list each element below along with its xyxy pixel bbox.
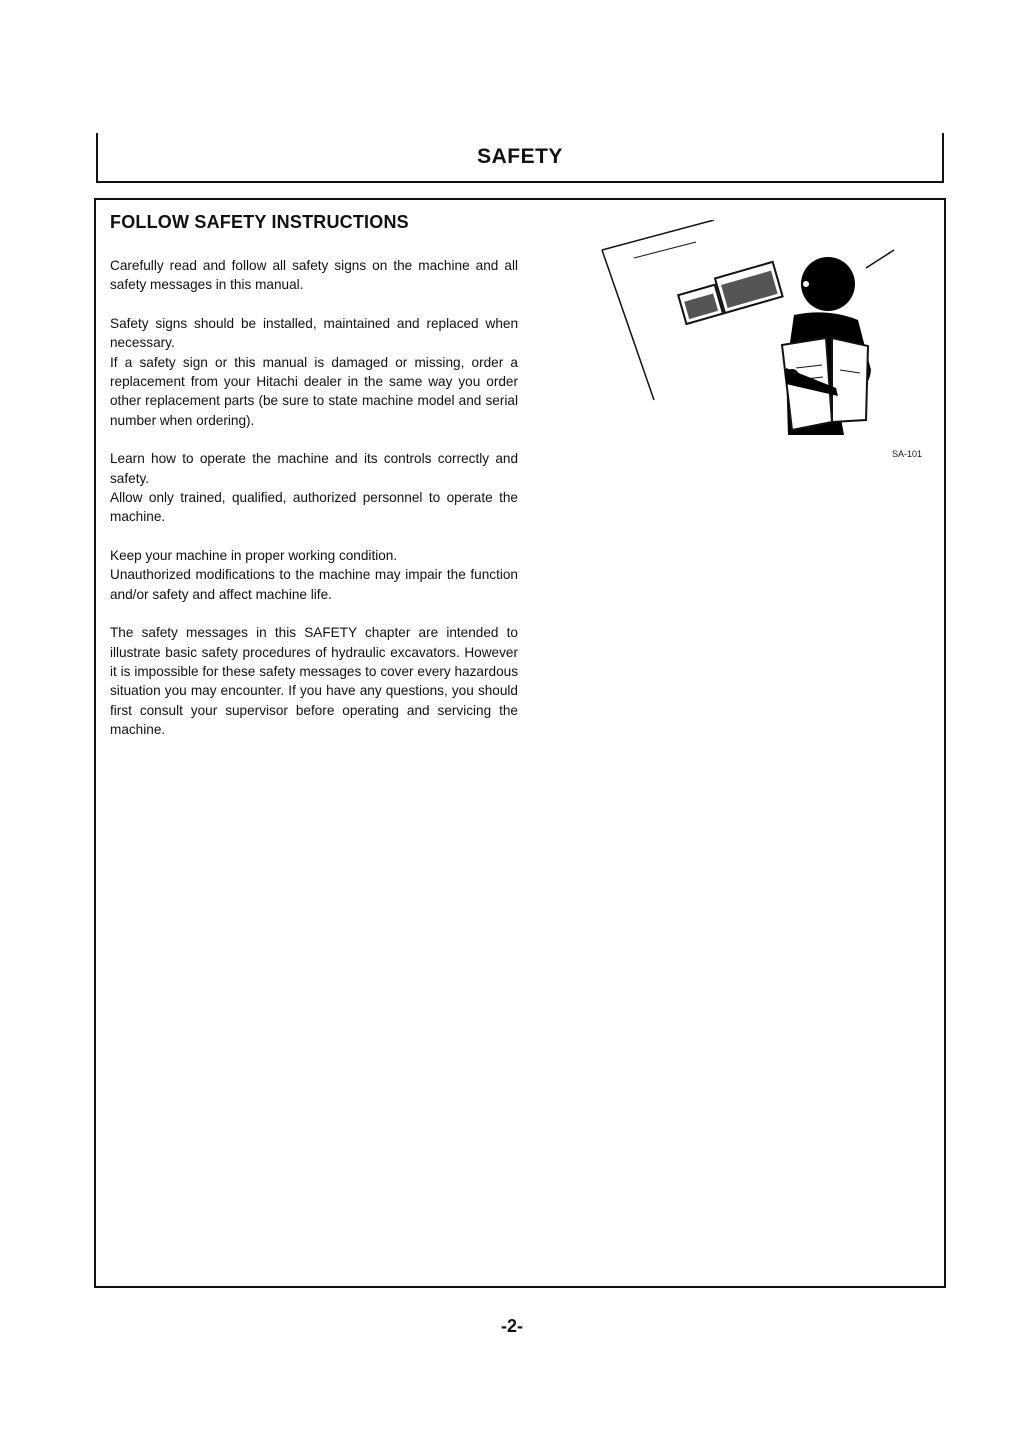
sentence: Allow only trained, qualified, authorized personnel to operate the machine. xyxy=(110,490,518,525)
figure-code: SA-101 xyxy=(892,449,923,459)
sentence: Unauthorized modifications to the machine may impair the function and/or safety and affect machine life. xyxy=(110,567,518,602)
sentence: The safety messages in this SAFETY chapter are intended to illustrate basic safety procedures of hydraulic excavators. However it is impossible for these safety messages to cover every hazardous situation you may encounter. If you have any questions, you should first consult your supervisor before operating and servicing the machine. xyxy=(110,625,518,738)
paragraph-5 xyxy=(110,623,518,739)
sentence: Learn how to operate the machine and its controls correctly and safety. xyxy=(110,451,518,486)
instruction-text xyxy=(110,256,518,759)
paragraph-2 xyxy=(110,314,518,430)
sentence: Safety signs should be installed, maintained and replaced when necessary. xyxy=(110,315,518,351)
section-heading: FOLLOW SAFETY INSTRUCTIONS xyxy=(110,212,409,232)
content-box xyxy=(94,198,946,1288)
page-header xyxy=(96,133,944,183)
sentence: Keep your machine in proper working condition. xyxy=(110,547,398,563)
paragraph-1 xyxy=(110,256,518,295)
page-number: -2- xyxy=(501,1316,523,1336)
paragraph-4 xyxy=(110,546,518,604)
paragraph-3 xyxy=(110,449,518,527)
sentence: If a safety sign or this manual is damaged or missing, order a replacement from your Hitachi dealer in the same way you order other replacement parts (be sure to state machine model and serial number when ordering). xyxy=(110,354,518,428)
page-title: SAFETY xyxy=(477,145,563,168)
sentence: Carefully read and follow all safety signs on the machine and all safety messages in this manual. xyxy=(110,258,518,293)
person-reading-manual-icon xyxy=(596,220,896,445)
